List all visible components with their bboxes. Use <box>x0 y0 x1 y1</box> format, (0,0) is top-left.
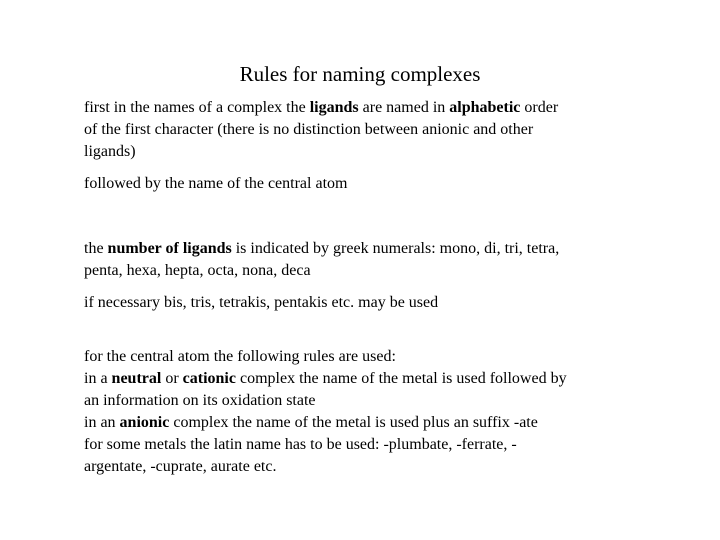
rule-number-of-ligands <box>84 238 644 282</box>
text-run: is indicated by greek numerals: mono, di, tri, tetra, <box>231 240 560 257</box>
text-line <box>84 238 644 260</box>
bold-term-anionic: anionic <box>119 414 170 431</box>
text-line: of the first character (there is no distinction between anionic and other <box>84 121 534 138</box>
bold-term-ligands: ligands <box>309 99 359 116</box>
rule-central-atom-naming <box>84 346 644 478</box>
text-run: are named in <box>358 99 450 116</box>
text-line: argentate, -cuprate, aurate etc. <box>84 458 277 475</box>
text-line <box>84 368 644 390</box>
bold-term-number-of-ligands: number of ligands <box>107 240 232 257</box>
slide-title: Rules for naming complexes <box>239 62 481 86</box>
rule-central-atom <box>84 173 644 195</box>
text-line: penta, hexa, hepta, octa, nona, deca <box>84 262 311 279</box>
text-run: complex the name of the metal is used followed by <box>235 370 567 387</box>
rule-bis-tris <box>84 292 644 314</box>
text-run: complex the name of the metal is used plus an suffix -ate <box>169 414 538 431</box>
text-line: ligands) <box>84 143 136 160</box>
text-run: in a <box>84 370 112 387</box>
text-run: or <box>161 370 183 387</box>
text-line: for the central atom the following rules are used: <box>84 348 396 365</box>
text-run: first in the names of a complex the <box>84 99 310 116</box>
text-line: if necessary bis, tris, tetrakis, pentakis etc. may be used <box>84 294 439 311</box>
bold-term-neutral: neutral <box>111 370 162 387</box>
text-line: for some metals the latin name has to be used: -plumbate, -ferrate, - <box>84 436 517 453</box>
bold-term-alphabetic: alphabetic <box>449 99 521 116</box>
text-run: order <box>520 99 559 116</box>
bold-term-cationic: cationic <box>182 370 236 387</box>
text-line <box>84 412 644 434</box>
text-run: in an <box>84 414 120 431</box>
text-run: the <box>84 240 108 257</box>
text-line <box>84 97 644 119</box>
text-line: followed by the name of the central atom <box>84 175 348 192</box>
rule-ligand-order <box>84 97 644 163</box>
text-line: an information on its oxidation state <box>84 392 316 409</box>
